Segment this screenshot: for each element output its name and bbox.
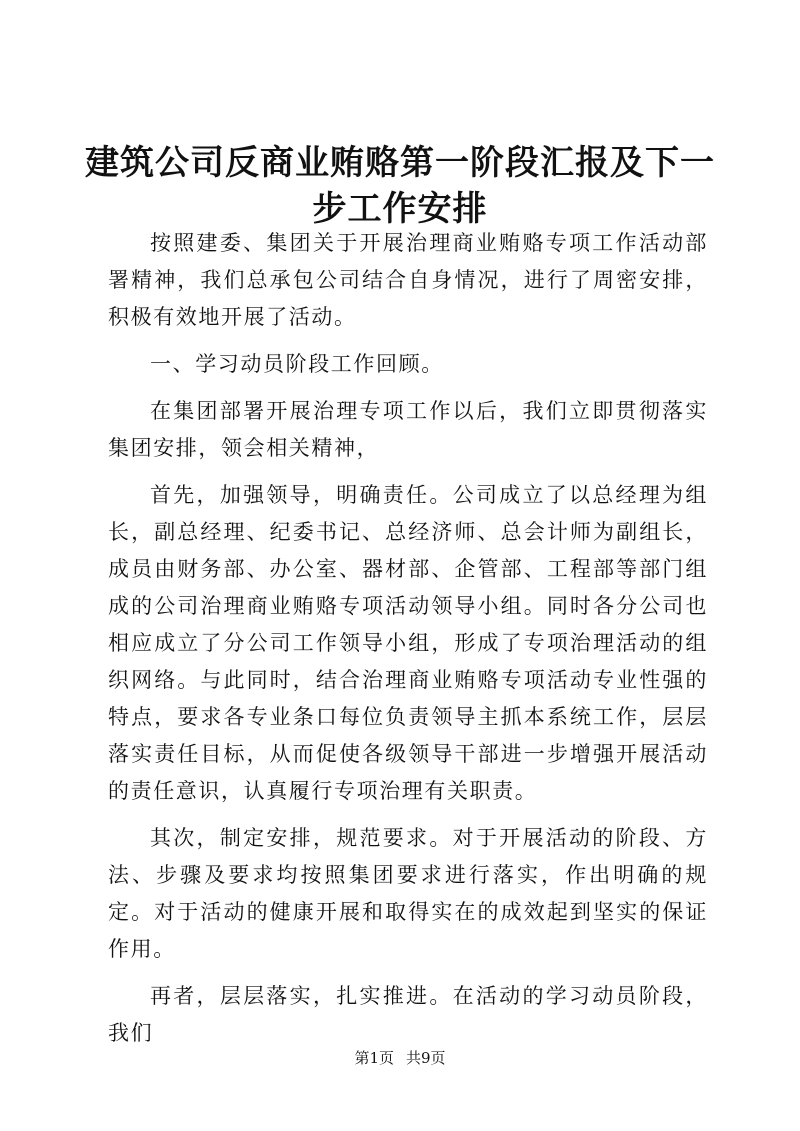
page-number: 第1页: [354, 1049, 394, 1067]
paragraph: 再者，层层落实，扎实推进。在活动的学习动员阶段，我们: [108, 984, 708, 1045]
paragraph: 在集团部署开展治理专项工作以后，我们立即贯彻落实集团安排，领会相关精神，: [108, 399, 708, 460]
page-total: 共9页: [406, 1049, 446, 1067]
page-footer: [0, 1048, 800, 1068]
paragraph: 其次，制定安排，规范要求。对于开展活动的阶段、方法、步骤及要求均按照集团要求进行落实，作出明确的规定。对于活动的健康开展和取得实在的成效起到坚实的保证作用。: [108, 826, 708, 961]
document-title: 建筑公司反商业贿赂第一阶段汇报及下一步工作安排: [85, 143, 715, 229]
section-heading: 一、学习动员阶段工作回顾。: [150, 352, 444, 376]
document-body: [108, 225, 708, 1062]
paragraph: 按照建委、集团关于开展治理商业贿赂专项工作活动部署精神，我们总承包公司结合自身情况，进行了周密安排，积极有效地开展了活动。: [108, 231, 708, 329]
paragraph: 首先，加强领导，明确责任。公司成立了以总经理为组长，副总经理、纪委书记、总经济师、总会计师为副组长，成员由财务部、办公室、器材部、企管部、工程部等部门组成的公司治理商业贿赂专项活动领导小组。同时各分公司也相应成立了分公司工作领导小组，形成了专项治理活动的组织网络。与此同时，结合治理商业贿赂专项活动专业性强的特点，要求各专业条口每位负责领导主抓本系统工作，层层落实责任目标，从而促使各级领导干部进一步增强开展活动的责任意识，认真履行专项治理有关职责。: [108, 483, 708, 803]
